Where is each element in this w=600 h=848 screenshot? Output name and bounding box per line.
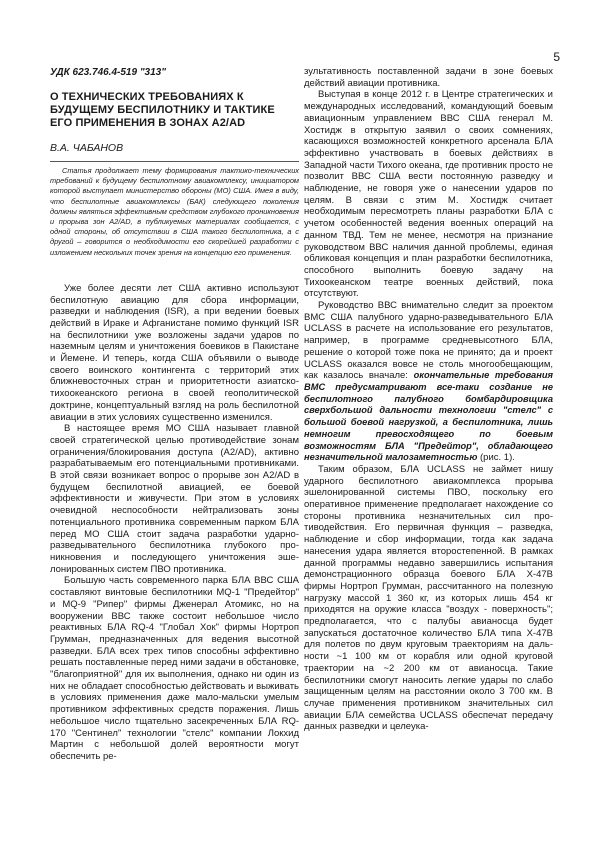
uclass-paragraph (304, 300, 553, 464)
body-paragraph: Таким образом, БЛА UCLASS не займет нишу ударного беспилотного авиакомплекса прорыва эшелонированной системы ПВО, поскольку его оперативное применение предполагает нахождение со стороны противника незначительных сил противодействия. Его первичная функция – разведка, наблюдение и сбор информации, тогда как задача нанесения удара является второстепенной. В рамках данной программы недавно завершились испытания демонстрационного образца боевого БЛА X-47B фирмы Нортроп Грумман, рассчитанного на полезную нагрузку массой 1 360 кг, из которых лишь 454 кг приходятся на оружие класса "воздух - поверхность"; предполагается, что с палубы авианосца будет запускаться достаточное количество БЛА типа X-47B для полетов по двум круговым траекториям на дальности ~1 100 км от корабля или одной круговой траектории на ~2 200 км от авианосца. Такие беспилотники смогут наносить легкие удары по слабо защищенным целям на расстоянии около 3 700 км. В случае применения противником значительных сил авиации БЛА семейства UCLASS обеспечат передачу данных разведки и целеука- (304, 463, 553, 733)
body-paragraph: Уже более десяти лет США активно используют беспилотную авиацию для сбора информации, разведки и наблюдения (ISR), а при ведении боевых действий в Ираке и Афганистане помимо функций ISR на беспилотники уже возложены задачи ударов по наземным целям и уничтожения боевиков в Пакистане и Йемене. И теперь, когда США объявили о выводе своего воинского контингента с территорий этих ближневосточных стран и приоритетности азиатско-тихоокеанского региона в своей геополитической доктрине, концептуальный взгляд на роль беспилотной авиации в этих условиях существенно изменился. (50, 282, 299, 423)
abstract: Статья продолжает тему формирования тактико-технических требований к будущему беспилотному авиакомплексу, инициатором которой выступает министерство обороны (МО) США. Имея в виду, что беспилотные авиакомплексы (БАК) следующего поколения должны являться эффективным средством глубокого проникновения и прорыва зон A2/AD, в публикуемых материалах сообщается, с одной стороны, об отсутствии в США такого беспилотника, а с другой – говорится о необходимости его скорейшей разработки с изложением нескольких точек зрения на концепцию его применения. (50, 166, 299, 257)
article-title: О ТЕХНИЧЕСКИХ ТРЕБОВАНИЯХ К БУДУЩЕМУ БЕСПИЛОТНИКУ И ТАКТИКЕ ЕГО ПРИМЕНЕНИЯ В ЗОНАХ А2/AD (50, 91, 275, 129)
uclass-figure-ref: (рис. 1). (477, 452, 515, 464)
left-column (50, 66, 299, 763)
uclass-intro-text: Руководство ВВС внимательно следит за проектом ВМС США палубного ударно-разведывательного БЛА UCLASS в расчете на использование его результатов, например, в программе средневысотного БЛА, решение о которой тоже пока не принято; да и проект UCLASS оказался вовсе не столь многообещающим, как казалось вначале: (304, 300, 553, 382)
author-divider (50, 161, 299, 162)
page-number: 5 (553, 50, 560, 64)
body-paragraph: Большую часть современного парка БЛА ВВС США составляют винтовые беспилотники MQ-1 "Предейтор" и MQ-9 "Рипер" фирмы Дженерал Атомикс, но на вооружении ВВС также состоит небольшое число реактивных БЛА RQ-4 "Глобал Хок" фирмы Нортроп Грумман, предназначенных для ведения высотной разведки. БЛА всех трех типов способны эффективно решать поставленные перед ними задачи в обстановке, "благоприятной" для их выполнения, однако ни один из них не обладает способностью действовать и выживать в условиях применения даже мало-мальски умелым противником эффективных средств поражения. Лишь небольшое число тщательно засекреченных БЛА RQ-170 "Сентинел" технологии "стелс" компании Локхид Мартин с небольшой долей вероятности могут обеспечить ре- (50, 575, 299, 762)
body-paragraph: Выступая в конце 2012 г. в Центре стратегических и международных исследований, командующий боевым авиационным управлением ВВС США генерал М. Хостидж в открытую заявил о своих сомнениях, касающихся возможностей конкретного арсенала БЛА эффективно участвовать в боевых действиях в Западной части Тихого океана, где противник просто не позволит ВВС США вести постоянную разведку и наблюдение, не говоря уже о нанесении ударов по целям. В связи с этим М. Хостидж считает необходимым пересмотреть планы разработки БЛА с учетом особенностей ведения военных операций на данном ТВД. Тем не менее, несмотря на признание руководством ВВС наличия данной проблемы, единая обликовая концепция и план разработки беспилотника, способного выполнить боевую задачу на Тихоокеанском театре военных действий, пока отсутствуют. (304, 89, 553, 300)
udc-code: УДК 623.746.4-519 "313" (50, 67, 166, 78)
right-column (304, 66, 553, 733)
body-paragraph-continued: зультативность поставленной задачи в зоне боевых действий авиации противника. (304, 66, 553, 89)
author-name: В.А. ЧАБАНОВ (50, 142, 124, 154)
uclass-emphasis-text: окончательные требования ВМС предусматривают все-таки создание не беспилотного палубного бомбардировщика сверхбольшой дальности технологии "стелс" с большой боевой нагрузкой, а беспилотника, лишь немногим превосходящего по боевым возможностям БЛА "Предейтор", обладающего незначительной малозаметностью (304, 370, 553, 463)
body-paragraph: В настоящее время МО США называет главной своей стратегической целью противодействие зонам ограничения/блокирования доступа (A2/AD), активно разрабатываемым его потенциальными противниками. В этой связи возникает вопрос о прорыве зон A2/AD в будущем беспилотной авиацией, ее боевой эффективности и живучести. При этом в условиях очевидной неспособности нейтрализовать зоны потенциального противника современным парком БЛА перед МО США стоит задача разработки ударно-разведывательного беспилотника глубокого проникновения и последующего уничтожения эшелонированных систем ПВО противника. (50, 423, 299, 575)
